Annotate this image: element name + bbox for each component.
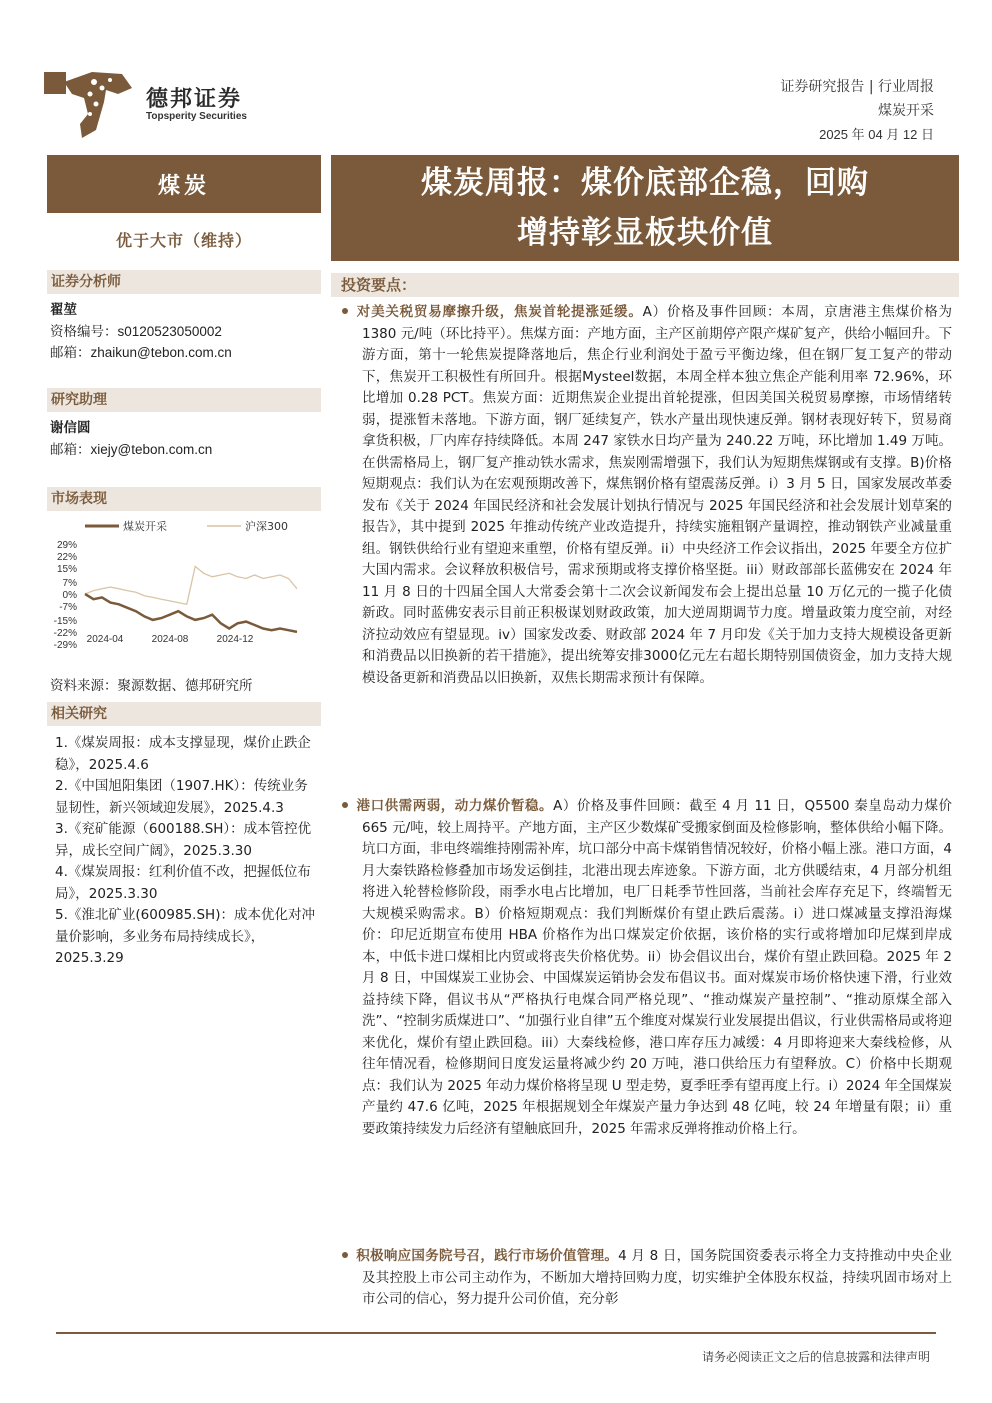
assistant-block xyxy=(50,418,212,460)
series-line-coal xyxy=(85,594,297,632)
key-point-1-lead: 对美关税贸易摩擦升级，焦炭首轮提涨延缓。 xyxy=(356,304,643,320)
y-tick-label: -22% xyxy=(53,627,77,639)
report-sector: 煤炭开采 xyxy=(878,103,934,119)
y-tick-label: 7% xyxy=(62,577,77,589)
sector-banner xyxy=(47,155,321,213)
key-point-3-lead: 积极响应国务院号召，践行市场价值管理。 xyxy=(356,1248,619,1264)
related-research-list xyxy=(55,733,320,970)
key-point-3 xyxy=(342,1246,952,1311)
logo-text-cn: 德邦证券 xyxy=(146,87,243,112)
y-tick-label: 22% xyxy=(56,552,77,564)
key-points-heading: 投资要点： xyxy=(331,273,959,297)
y-tick-label: -29% xyxy=(53,640,77,651)
key-point-2 xyxy=(342,796,952,1140)
title-line-1: 煤炭周报：煤价底部企稳，回购 xyxy=(421,165,869,201)
assistant-name: 谢信圆 xyxy=(50,420,91,436)
key-point-3-body: 4 月 8 日，国务院国资委表示将全力支持推动中央企业及其控股上市公司主动作为，不断加大增持回购力度，切实维护全体股东权益，持续巩固市场对上市公司的信心，努力提升公司价值，充分彰 xyxy=(362,1248,952,1307)
analyst-heading: 证券分析师 xyxy=(47,270,321,294)
chart-y-axis xyxy=(54,540,77,651)
analyst-email: 邮箱：zhaikun@tebon.com.cn xyxy=(50,345,232,360)
chart-legend xyxy=(85,519,288,533)
legend-label-1: 煤炭开采 xyxy=(123,520,167,533)
related-item-5[interactable]: 5.《淮北矿业(600985.SH)：成本优化对冲量价影响，多业务布局持续成长》，2025.3.29 xyxy=(55,907,315,966)
key-point-1 xyxy=(342,302,952,689)
rating: 优于大市（维持） xyxy=(115,231,252,250)
y-tick-label: 0% xyxy=(62,590,77,601)
related-heading: 相关研究 xyxy=(47,702,321,726)
y-tick-label: -15% xyxy=(53,615,77,627)
legend-label-2: 沪深300 xyxy=(245,520,288,533)
related-item-3[interactable]: 3.《兖矿能源（600188.SH）：成本管控优异，成长空间广阔》，2025.3.30 xyxy=(55,821,312,859)
report-title xyxy=(331,155,959,261)
series-line-hs300 xyxy=(85,566,297,604)
related-item-4[interactable]: 4.《煤炭周报：红利价值不改，把握低位布局》，2025.3.30 xyxy=(55,864,311,902)
market-performance-chart xyxy=(47,514,317,664)
related-item-2[interactable]: 2.《中国旭阳集团（1907.HK）：传统业务显韧性，新兴领域迎发展》，2025.4.3 xyxy=(55,778,308,816)
analyst-block xyxy=(50,300,232,363)
assistant-email: 邮箱：xiejy@tebon.com.cn xyxy=(50,442,213,457)
chart-source: 资料来源：聚源数据、德邦研究所 xyxy=(50,678,253,694)
assistant-heading: 研究助理 xyxy=(47,388,321,412)
key-point-1-body: A）价格及事件回顾：本周，京唐港主焦煤价格为 1380 元/吨（环比持平）。焦煤方面：产地方面，主产区前期停产限产煤矿复产，供给小幅回升。下游方面，第十一轮焦炭提降落地后，焦企行业利润处于盈亏平衡边缘，但在钢厂复工复产的带动下，焦炭开工积极性有所回升。根据Mysteel数据，本周全样本独立焦企产能利用率 72.96%，环比增加 0.28 PCT。焦炭方面：近期焦炭企业提出首轮提涨，但因美国关税贸易摩擦，市场情绪转弱，提涨暂未落地。下游方面，钢厂延续复产，铁水产量出现快速反弹。钢材表现好转下，贸易商拿货积极，厂内库存持续降低。本周 247 家铁水日均产量为 240.22 万吨，环比增加 1.49 万吨。在供需格局上，钢厂复产推动铁水需求，焦炭刚需增强下，我们认为短期焦煤钢或有支撑。B)价格短期观点：我们认为在宏观预期改善下，煤焦钢价格有望震荡反弹。i）3 月 5 日，国家发展改革委发布《关于 2024 年国民经济和社会发展计划执行情况与 2025 年国民经济和社会发展计划草案的报告》，其中提到 2025 年推动传统产业改造提升，持续实施粗钢产量调控，推动钢铁产业减量重组。钢铁供给行业有望迎来重塑，价格有望反弹。ii）中央经济工作会议指出，2025 年要全方位扩大国内需求。会议释放积极信号，需求预期或将支撑价格坚挺。iii）财政部部长蓝佛安在 2024 年 11 月 8 日的十四届全国人大常委会第十二次会议新闻发布会上提出总量 10 万亿元的一揽子化债新政。同时蓝佛安表示目前正积极谋划财政政策，加大逆周期调节力度。增量政策力度空前，对经济拉动效应有望显现。iv）国家发改委、财政部 2024 年 7 月印发《关于加力支持大规模设备更新和消费品以旧换新的若干措施》，提出统筹安排3000亿元左右超长期特别国债资金，加力支持大规模设备更新和消费品以旧换新，双焦长期需求预计有保障。 xyxy=(362,304,952,686)
y-tick-label: 29% xyxy=(56,540,77,551)
bullet-icon xyxy=(342,802,348,808)
x-tick-label: 2024-04 xyxy=(86,634,124,645)
sector-label: 煤炭 xyxy=(157,173,210,199)
bullet-icon xyxy=(342,1252,348,1258)
y-tick-label: 15% xyxy=(56,564,77,576)
disclaimer-note[interactable]: 请务必阅读正文之后的信息披露和法律声明 xyxy=(701,1350,930,1364)
footer-divider xyxy=(56,1332,936,1334)
x-tick-label: 2024-12 xyxy=(216,634,254,645)
report-date: 2025 年 04 月 12 日 xyxy=(819,127,934,142)
key-point-2-body: A）价格及事件回顾：截至 4 月 11 日，Q5500 秦皇岛动力煤价 665 元/吨，较上周持平。产地方面，主产区少数煤矿受搬家倒面及检修影响，整体供给小幅下降。坑口方面，非电终端维持刚需补库，坑口部分中高卡煤销售情况较好，价格小幅上涨。港口方面，4 月大秦铁路检修叠加市场发运倒挂，北港出现去库迹象。下游方面，北方供暖结束，4 月部分机组将进入轮替检修阶段，雨季水电占比增加，电厂日耗季节性回落，当前社会库存充足下，终端暂无大规模采购需求。B）价格短期观点：我们判断煤价有望止跌后震荡。i）进口煤减量支撑沿海煤价：印尼近期宣布使用 HBA 价格作为出口煤炭定价依据，该价格的实行或将增加印尼煤到岸成本，中低卡进口煤相比内贸或将丧失价格优势。ii）协会倡议出台，煤价有望止跌回稳。2025 年 2 月 8 日，中国煤炭工业协会、中国煤炭运销协会发布倡议书。面对煤炭市场价格快速下滑，行业效益持续下降，倡议书从“严格执行电煤合同严格兑现”、“推动煤炭产量控制”、“推动原煤全部入洗”、“控制劣质煤进口”、“加强行业自律”五个维度对煤炭行业发展提出倡议，行业供需格局或将迎来优化，煤价有望止跌回稳。iii）大秦线检修，港口库存压力减缓：4 月即将迎来大秦线检修，从往年情况看，检修期间日度发运量将减少约 20 万吨，港口供给压力有望释放。C）价格中长期观点：我们认为 2025 年动力煤价格将呈现 U 型走势，夏季旺季有望再度上行。i）2024 年全国煤炭产量约 47.6 亿吨，2025 年根据规划全年煤炭产量力争达到 48 亿吨，较 24 年增量有限；ii）重要政策持续发力后经济有望触底回升，2025 年需求反弹将推动价格上行。 xyxy=(362,798,952,1137)
market-heading: 市场表现 xyxy=(47,487,321,511)
bullet-icon xyxy=(342,308,348,314)
y-tick-label: -7% xyxy=(59,602,77,614)
report-type: 证券研究报告 | 行业周报 xyxy=(780,79,934,95)
tebon-leopard-logo xyxy=(44,68,134,140)
key-point-2-lead: 港口供需两弱，动力煤价暂稳。 xyxy=(356,798,554,814)
title-line-2: 增持彰显板块价值 xyxy=(517,215,773,251)
related-item-1[interactable]: 1.《煤炭周报：成本支撑显现，煤价止跌企稳》，2025.4.6 xyxy=(55,735,311,773)
logo-text-en: Topsperity Securities xyxy=(146,111,247,122)
analyst-cert: 资格编号：s0120523050002 xyxy=(50,324,222,339)
x-tick-label: 2024-08 xyxy=(151,634,189,645)
chart-x-axis xyxy=(87,634,254,645)
chart-series xyxy=(85,566,297,632)
analyst-name: 翟堃 xyxy=(50,302,77,318)
